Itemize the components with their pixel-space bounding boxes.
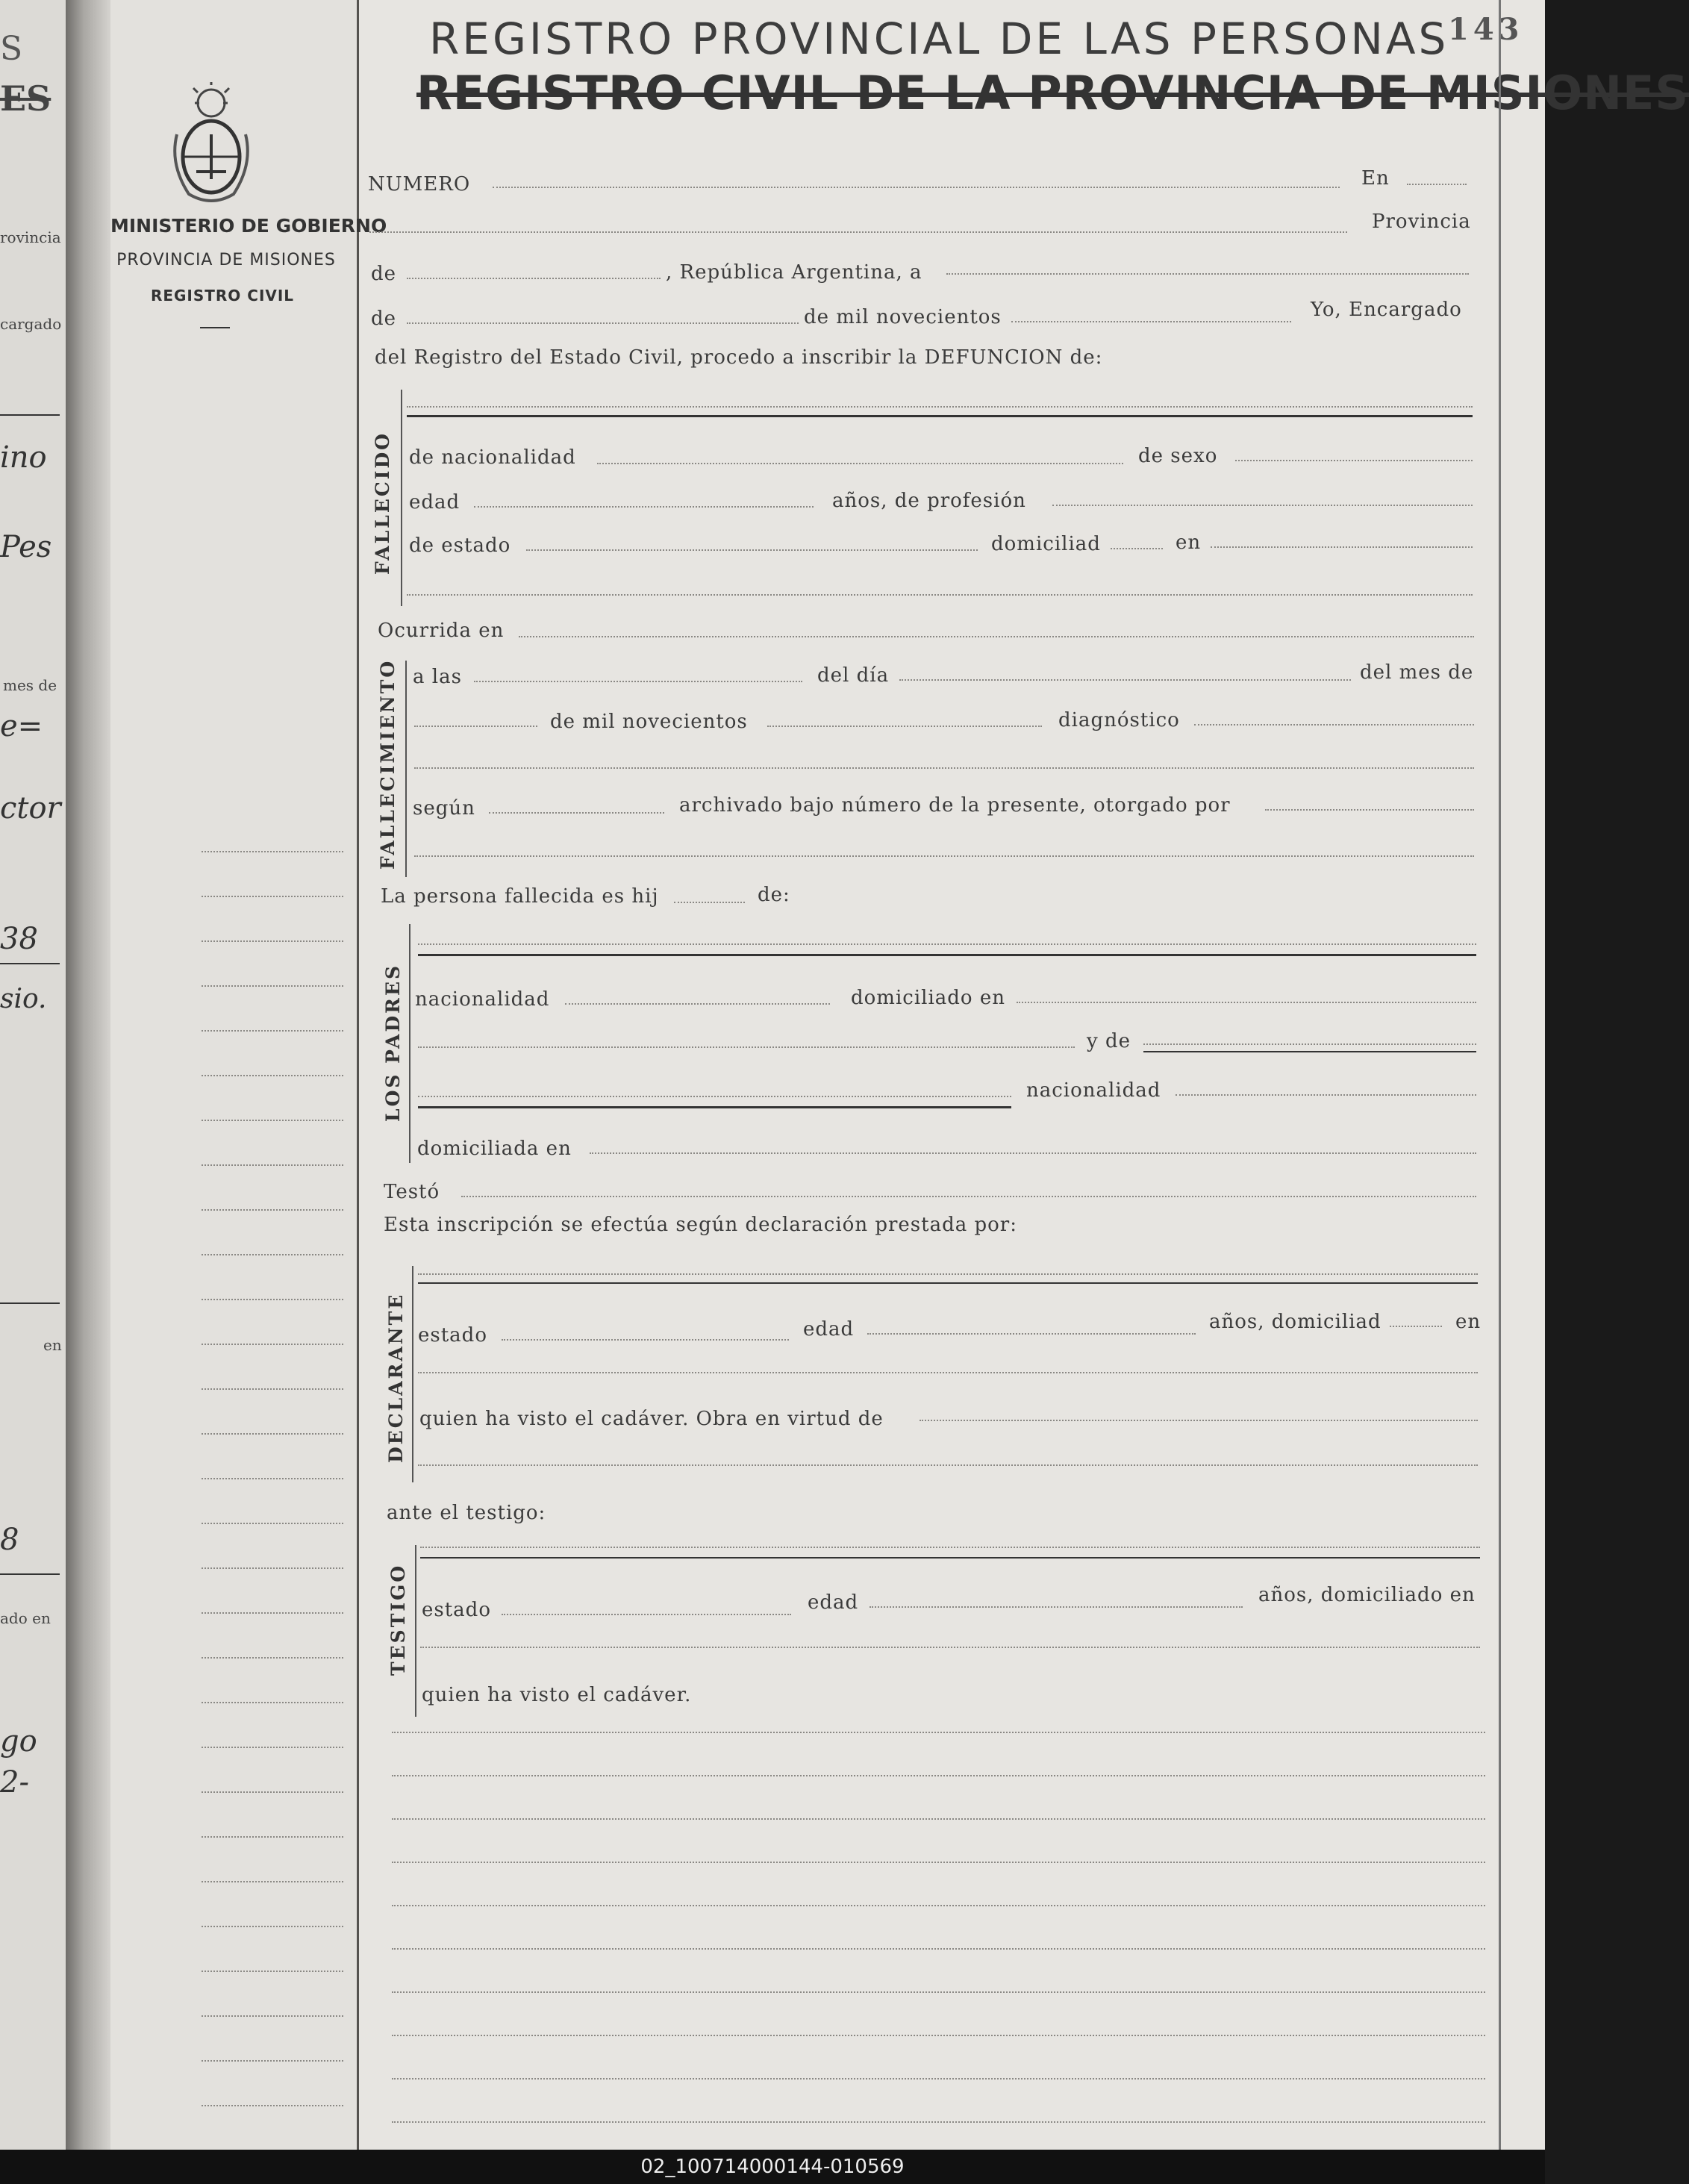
label-edad-testigo: edad <box>808 1591 859 1614</box>
label-anos-domiciliado: años, domiciliado en <box>1258 1584 1476 1606</box>
label-y-de: y de <box>1087 1030 1131 1052</box>
label-quien-testigo: quien ha visto el cadáver. <box>422 1684 692 1706</box>
field-segun[interactable] <box>489 812 664 814</box>
label-nacionalidad-madre: nacionalidad <box>1026 1079 1161 1102</box>
field-domiciliad-suffix[interactable] <box>1111 548 1163 549</box>
field-line[interactable] <box>418 1046 1075 1048</box>
left-handwriting-5: 38 <box>0 922 38 956</box>
notes-line[interactable] <box>392 1862 1485 1863</box>
label-nacionalidad: de nacionalidad <box>409 446 576 469</box>
name-rule <box>420 1557 1480 1559</box>
left-rule <box>0 1573 60 1575</box>
field-anio[interactable] <box>1011 321 1291 322</box>
left-page-fragment <box>0 0 67 2150</box>
name-rule <box>418 1282 1478 1284</box>
field-de[interactable] <box>407 278 661 279</box>
field-estado-declarante[interactable] <box>502 1339 789 1341</box>
label-mil-novecientos: de mil novecientos <box>804 306 1002 328</box>
section-fallecimiento: FALLECIMIENTO <box>377 658 399 870</box>
field-domicilio-padre[interactable] <box>1017 1002 1476 1003</box>
label-de: de <box>371 263 397 285</box>
field-diagnostico[interactable] <box>1194 724 1474 726</box>
field-domicilio-testigo[interactable] <box>420 1647 1480 1648</box>
notes-line[interactable] <box>392 1948 1485 1950</box>
notes-line[interactable] <box>392 2035 1485 2036</box>
field-edad[interactable] <box>474 506 814 508</box>
left-fragment-provincia: rovincia <box>0 228 61 246</box>
label-numero: NUMERO <box>368 173 471 196</box>
stub-line[interactable] <box>202 1567 343 1569</box>
coat-of-arms-icon <box>166 82 256 209</box>
label-testo: Testó <box>384 1181 440 1203</box>
section-bracket <box>405 661 407 877</box>
stub-line[interactable] <box>202 1075 343 1076</box>
name-rule <box>1143 1051 1476 1052</box>
label-sexo: de sexo <box>1138 445 1218 467</box>
field-domiciliad-suffix-declarante[interactable] <box>1390 1326 1442 1327</box>
stub-line[interactable] <box>202 1030 343 1032</box>
field-fecha[interactable] <box>946 273 1469 275</box>
section-bracket <box>415 1545 416 1717</box>
left-handwriting-8: go <box>0 1724 37 1759</box>
name-rule <box>407 415 1473 417</box>
stub-line[interactable] <box>202 1523 343 1524</box>
field-nombre-fallecido[interactable] <box>407 406 1473 408</box>
stub-line[interactable] <box>202 1747 343 1748</box>
field-line[interactable] <box>369 231 1347 233</box>
label-nacionalidad-padre: nacionalidad <box>415 988 550 1011</box>
field-line[interactable] <box>414 767 1474 769</box>
stub-line[interactable] <box>202 1702 343 1703</box>
label-anos-domiciliad: años, domiciliad <box>1209 1311 1382 1333</box>
left-rule <box>0 963 60 964</box>
field-edad-declarante[interactable] <box>867 1333 1196 1335</box>
field-hora[interactable] <box>474 681 802 682</box>
notes-line[interactable] <box>392 1991 1485 1993</box>
stub-line[interactable] <box>202 1836 343 1838</box>
stub-line[interactable] <box>202 1344 343 1345</box>
stub-line[interactable] <box>202 1209 343 1211</box>
label-domiciliada-en: domiciliada en <box>417 1138 572 1160</box>
field-edad-testigo[interactable] <box>870 1606 1243 1608</box>
notes-line[interactable] <box>392 2078 1485 2080</box>
field-dia[interactable] <box>899 679 1351 681</box>
notes-line[interactable] <box>392 1775 1485 1776</box>
label-registro: del Registro del Estado Civil, procedo a inscribir la DEFUNCION de: <box>375 346 1103 369</box>
left-fragment-en: en <box>43 1336 62 1354</box>
left-fragment-encargado: cargado <box>0 315 62 333</box>
label-domiciliad: domiciliad <box>991 533 1101 555</box>
left-fragment-s1: S <box>0 30 23 68</box>
stub-line[interactable] <box>202 1388 343 1390</box>
stub-line[interactable] <box>202 1881 343 1882</box>
label-en-declarante: en <box>1455 1311 1482 1333</box>
stub-line[interactable] <box>202 1926 343 1927</box>
left-handwriting-9: 2- <box>0 1765 29 1800</box>
label-en-2: en <box>1176 531 1202 554</box>
label-ocurrida: Ocurrida en <box>378 620 505 642</box>
label-hija: La persona fallecida es hij <box>381 885 659 908</box>
label-hija-de: de: <box>758 884 790 906</box>
image-label: 02_100714000144-010569 <box>0 2150 1545 2184</box>
field-domicilio-declarante[interactable] <box>418 1372 1478 1373</box>
label-mil-novecientos-2: de mil novecientos <box>550 711 748 733</box>
left-handwriting-2: Pes <box>0 530 52 564</box>
field-ocurrida[interactable] <box>519 636 1474 637</box>
notes-line[interactable] <box>392 1818 1485 1820</box>
label-anos-profesion: años, de profesión <box>832 490 1026 512</box>
label-diagnostico: diagnóstico <box>1058 709 1180 731</box>
field-nacionalidad-madre[interactable] <box>1176 1094 1476 1096</box>
title-line-1: REGISTRO PROVINCIAL DE LAS PERSONAS <box>429 13 1449 64</box>
label-edad: edad <box>409 491 461 514</box>
field-domicilio[interactable] <box>1211 546 1473 548</box>
section-bracket <box>412 1266 413 1482</box>
section-bracket <box>401 390 402 606</box>
ministry-line-3: REGISTRO CIVIL <box>150 287 295 305</box>
field-estado[interactable] <box>526 549 978 551</box>
field-sexo[interactable] <box>1235 460 1473 461</box>
stub-line[interactable] <box>202 1478 343 1479</box>
stub-line[interactable] <box>202 1299 343 1300</box>
section-bracket <box>409 924 410 1163</box>
label-ante-testigo: ante el testigo: <box>387 1502 546 1524</box>
label-de-2: de <box>371 308 397 330</box>
left-handwriting-3: e= <box>0 709 43 743</box>
left-fragment-ado-en: ado en <box>0 1609 51 1627</box>
name-rule <box>418 954 1476 956</box>
stub-line[interactable] <box>202 2015 343 2017</box>
stub-line[interactable] <box>202 985 343 987</box>
field-nombre-testigo[interactable] <box>420 1547 1480 1548</box>
field-testo[interactable] <box>461 1196 1476 1197</box>
left-handwriting-7: 8 <box>0 1523 19 1557</box>
field-obra-en-virtud[interactable] <box>920 1420 1478 1421</box>
section-padres: LOS PADRES <box>382 963 404 1122</box>
book-gutter <box>66 0 110 2150</box>
notes-line[interactable] <box>392 1732 1485 1733</box>
page-number: 143 <box>1448 12 1524 47</box>
field-en[interactable] <box>1407 184 1467 185</box>
notes-line[interactable] <box>392 1905 1485 1906</box>
field-domicilio-madre[interactable] <box>590 1152 1476 1154</box>
ministry-line-2: PROVINCIA DE MISIONES <box>116 251 336 269</box>
label-domiciliado-en: domiciliado en <box>851 987 1005 1009</box>
left-handwriting-1: ino <box>0 440 47 475</box>
field-nacionalidad[interactable] <box>597 463 1123 464</box>
field-hija-suffix[interactable] <box>674 902 745 903</box>
ministry-dash <box>200 327 230 328</box>
stub-line[interactable] <box>202 1612 343 1614</box>
left-fragment-mesde: mes de <box>3 676 57 694</box>
label-estado-declarante: estado <box>418 1324 487 1347</box>
stub-line[interactable] <box>202 1120 343 1121</box>
field-numero[interactable] <box>493 187 1340 188</box>
label-estado-testigo: estado <box>422 1599 491 1621</box>
field-line[interactable] <box>407 594 1473 596</box>
field-line[interactable] <box>418 1464 1478 1466</box>
stub-line[interactable] <box>202 2105 343 2106</box>
left-rule <box>0 414 60 416</box>
section-fallecido: FALLECIDO <box>372 431 393 575</box>
field-estado-testigo[interactable] <box>502 1614 791 1615</box>
field-mes-fallecimiento[interactable] <box>414 726 537 727</box>
label-yo-encargado: Yo, Encargado <box>1311 299 1462 321</box>
label-a-las: a las <box>413 666 462 688</box>
field-line[interactable] <box>414 855 1474 857</box>
label-republica: , República Argentina, a <box>666 261 922 284</box>
stub-line[interactable] <box>202 1164 343 1166</box>
stub-line[interactable] <box>202 1433 343 1435</box>
label-segun: según <box>413 797 475 820</box>
stub-line[interactable] <box>202 1657 343 1659</box>
label-estado: de estado <box>409 534 511 557</box>
left-fragment-s2: ES <box>0 78 51 119</box>
page-right-border <box>1499 0 1501 2150</box>
field-otorgado-por[interactable] <box>1265 809 1474 811</box>
label-provincia: Provincia <box>1372 210 1471 233</box>
stub-line[interactable] <box>202 896 343 897</box>
stub-line[interactable] <box>202 1791 343 1793</box>
left-rule <box>0 1302 60 1304</box>
field-anio-fallecimiento[interactable] <box>767 726 1042 727</box>
label-edad-declarante: edad <box>803 1318 855 1341</box>
stub-line[interactable] <box>202 2060 343 2062</box>
field-nombre-madre-2[interactable] <box>418 1096 1011 1097</box>
field-nombre-declarante[interactable] <box>418 1273 1478 1275</box>
label-en: En <box>1361 167 1390 190</box>
notes-line[interactable] <box>392 2121 1485 2123</box>
label-quien-declarante: quien ha visto el cadáver. Obra en virtud de <box>419 1408 884 1430</box>
stub-line[interactable] <box>202 1971 343 1972</box>
stub-line[interactable] <box>202 1254 343 1255</box>
section-testigo: TESTIGO <box>387 1563 409 1676</box>
name-rule <box>418 1106 1011 1108</box>
section-declarante: DECLARANTE <box>385 1292 407 1463</box>
field-profesion[interactable] <box>1052 505 1473 506</box>
field-nombre-padre[interactable] <box>418 943 1476 945</box>
label-del-dia: del día <box>817 664 890 687</box>
field-mes[interactable] <box>407 322 799 324</box>
stub-line[interactable] <box>202 851 343 852</box>
label-del-mes-de: del mes de <box>1360 661 1474 684</box>
stub-line[interactable] <box>202 940 343 942</box>
left-handwriting-6: sio. <box>0 984 47 1014</box>
label-archivado: archivado bajo número de la presente, otorgado por <box>679 794 1231 817</box>
field-nacionalidad-padre[interactable] <box>565 1003 830 1005</box>
title-line-2: REGISTRO CIVIL DE LA PROVINCIA DE MISIONES <box>416 66 1689 120</box>
ministry-line-1: MINISTERIO DE GOBIERNO <box>110 215 387 237</box>
label-inscripcion: Esta inscripción se efectúa según declaración prestada por: <box>384 1214 1017 1236</box>
field-nombre-madre[interactable] <box>1143 1043 1476 1045</box>
left-handwriting-4: ctor <box>0 791 61 826</box>
